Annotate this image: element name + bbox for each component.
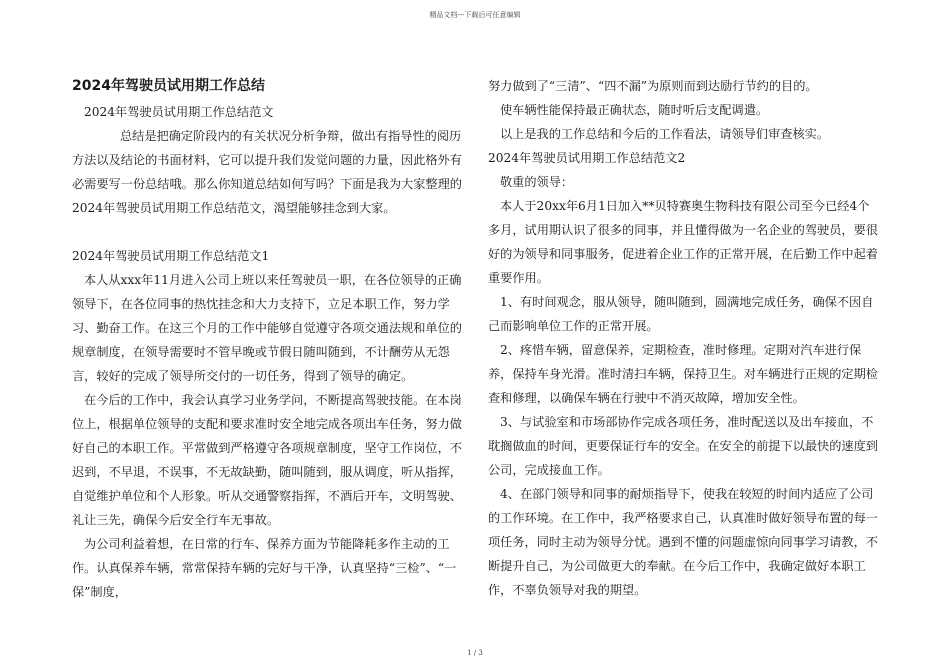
section-1-title: 2024年驾驶员试用期工作总结范文1 xyxy=(72,249,270,263)
section-2-paragraph-1: 本人于20xx年6月1日加入**贝特赛奥生物科技有限公司至今已经4个多月，试用期认识了很多的同事，并且懂得做为一名企业的驾驶员，要很好的为领导和同事服务，促进着企业工作的正常开展，在后勤工作中起着重要作用。 xyxy=(488,199,878,285)
left-column xyxy=(72,76,467,604)
list-item-3: 3、与试验室和市场部协作完成各项任务，准时配送以及出车接血，不耽搁做血的时间，更要保证行车的安全。在安全的前提下以最快的速度到公司，完成接血工作。 xyxy=(488,415,878,477)
section-2-title: 2024年驾驶员试用期工作总结范文2 xyxy=(488,151,686,165)
section-1-paragraph-5: 以上是我的工作总结和今后的工作看法，请领导们审查核实。 xyxy=(500,127,830,141)
page-number: 1 / 3 xyxy=(467,649,483,657)
intro-paragraph: 总结是把确定阶段内的有关状况分析争辩，做出有指导性的阅历方法以及结论的书面材料，它可以提升我们发觉问题的力量，因此格外有必需要写一份总结哦。那么你知道总结如何写吗？下面是我为大家整理的2024年驾驶员试用期工作总结范文，渴望能够挂念到大家。 xyxy=(72,129,462,215)
spacer xyxy=(72,220,467,244)
list-item-2: 2、疼惜车辆，留意保养，定期检查，准时修理。定期对汽车进行保养，保持车身光滑。准时清扫车辆，保持卫生。对车辆进行正规的定期检查和修理，以确保车辆在行驶中不消灭故障，增加安全性。 xyxy=(488,343,878,405)
section-1-paragraph-2: 在今后的工作中，我会认真学习业务学问，不断提高驾驶技能。在本岗位上，根据单位领导的支配和要求准时安全地完成各项出车任务，努力做好自己的本职工作。平常做到严格遵守各项规章制度，坚守工作岗位，不迟到，不早退，不误事，不无故缺勤，随叫随到，服从调度，听从指挥，自觉维护单位和个人形象。听从交通警察指挥，不酒后开车，文明驾驶、礼让三先，确保今后安全行车无事故。 xyxy=(72,393,462,527)
section-1-paragraph-3: 为公司利益着想，在日常的行车、保养方面为节能降耗多作主动的工作。认真保养车辆，常常保持车辆的完好与干净，认真坚持“三检”、“一保”制度， xyxy=(72,537,457,599)
section-1-paragraph-4: 使车辆性能保持最正确状态，随时听后支配调遣。 xyxy=(500,103,769,117)
greeting: 敬重的领导： xyxy=(500,175,574,189)
document-title: 2024年驾驶员试用期工作总结 xyxy=(72,78,265,94)
list-item-1: 1、有时间观念，服从领导，随叫随到，圆满地完成任务，确保不因自己而影响单位工作的正常开展。 xyxy=(488,295,874,333)
right-column xyxy=(488,74,878,602)
page-header: 精品文档---下载后可任意编辑 xyxy=(429,11,521,19)
section-1-paragraph-3-cont: 努力做到了“三清”、“四不漏”为原则而到达励行节约的目的。 xyxy=(488,79,818,93)
list-item-4: 4、在部门领导和同事的耐烦指导下，使我在较短的时间内适应了公司的工作环境。在工作中，我严格要求自己，认真准时做好领导布置的每一项任务，同时主动为领导分忧。遇到不懂的问题虚惊向同事学习请教，不断提升自己，为公司做更大的奉献。在今后工作中，我确定做好本职工作，不辜负领导对我的期望。 xyxy=(488,487,878,597)
subtitle: 2024年驾驶员试用期工作总结范文 xyxy=(84,105,274,119)
section-1-paragraph-1: 本人从xxx年11月进入公司上班以来任驾驶员一职，在各位领导的正确领导下，在各位同事的热忱挂念和大力支持下，立足本职工作，努力学习、勤奋工作。在这三个月的工作中能够自觉遵守各项交通法规和单位的规章制度，在领导需要时不管早晚或节假日随叫随到，不计酬劳从无怨言，较好的完成了领导所交付的一切任务，得到了领导的确定。 xyxy=(72,273,462,383)
